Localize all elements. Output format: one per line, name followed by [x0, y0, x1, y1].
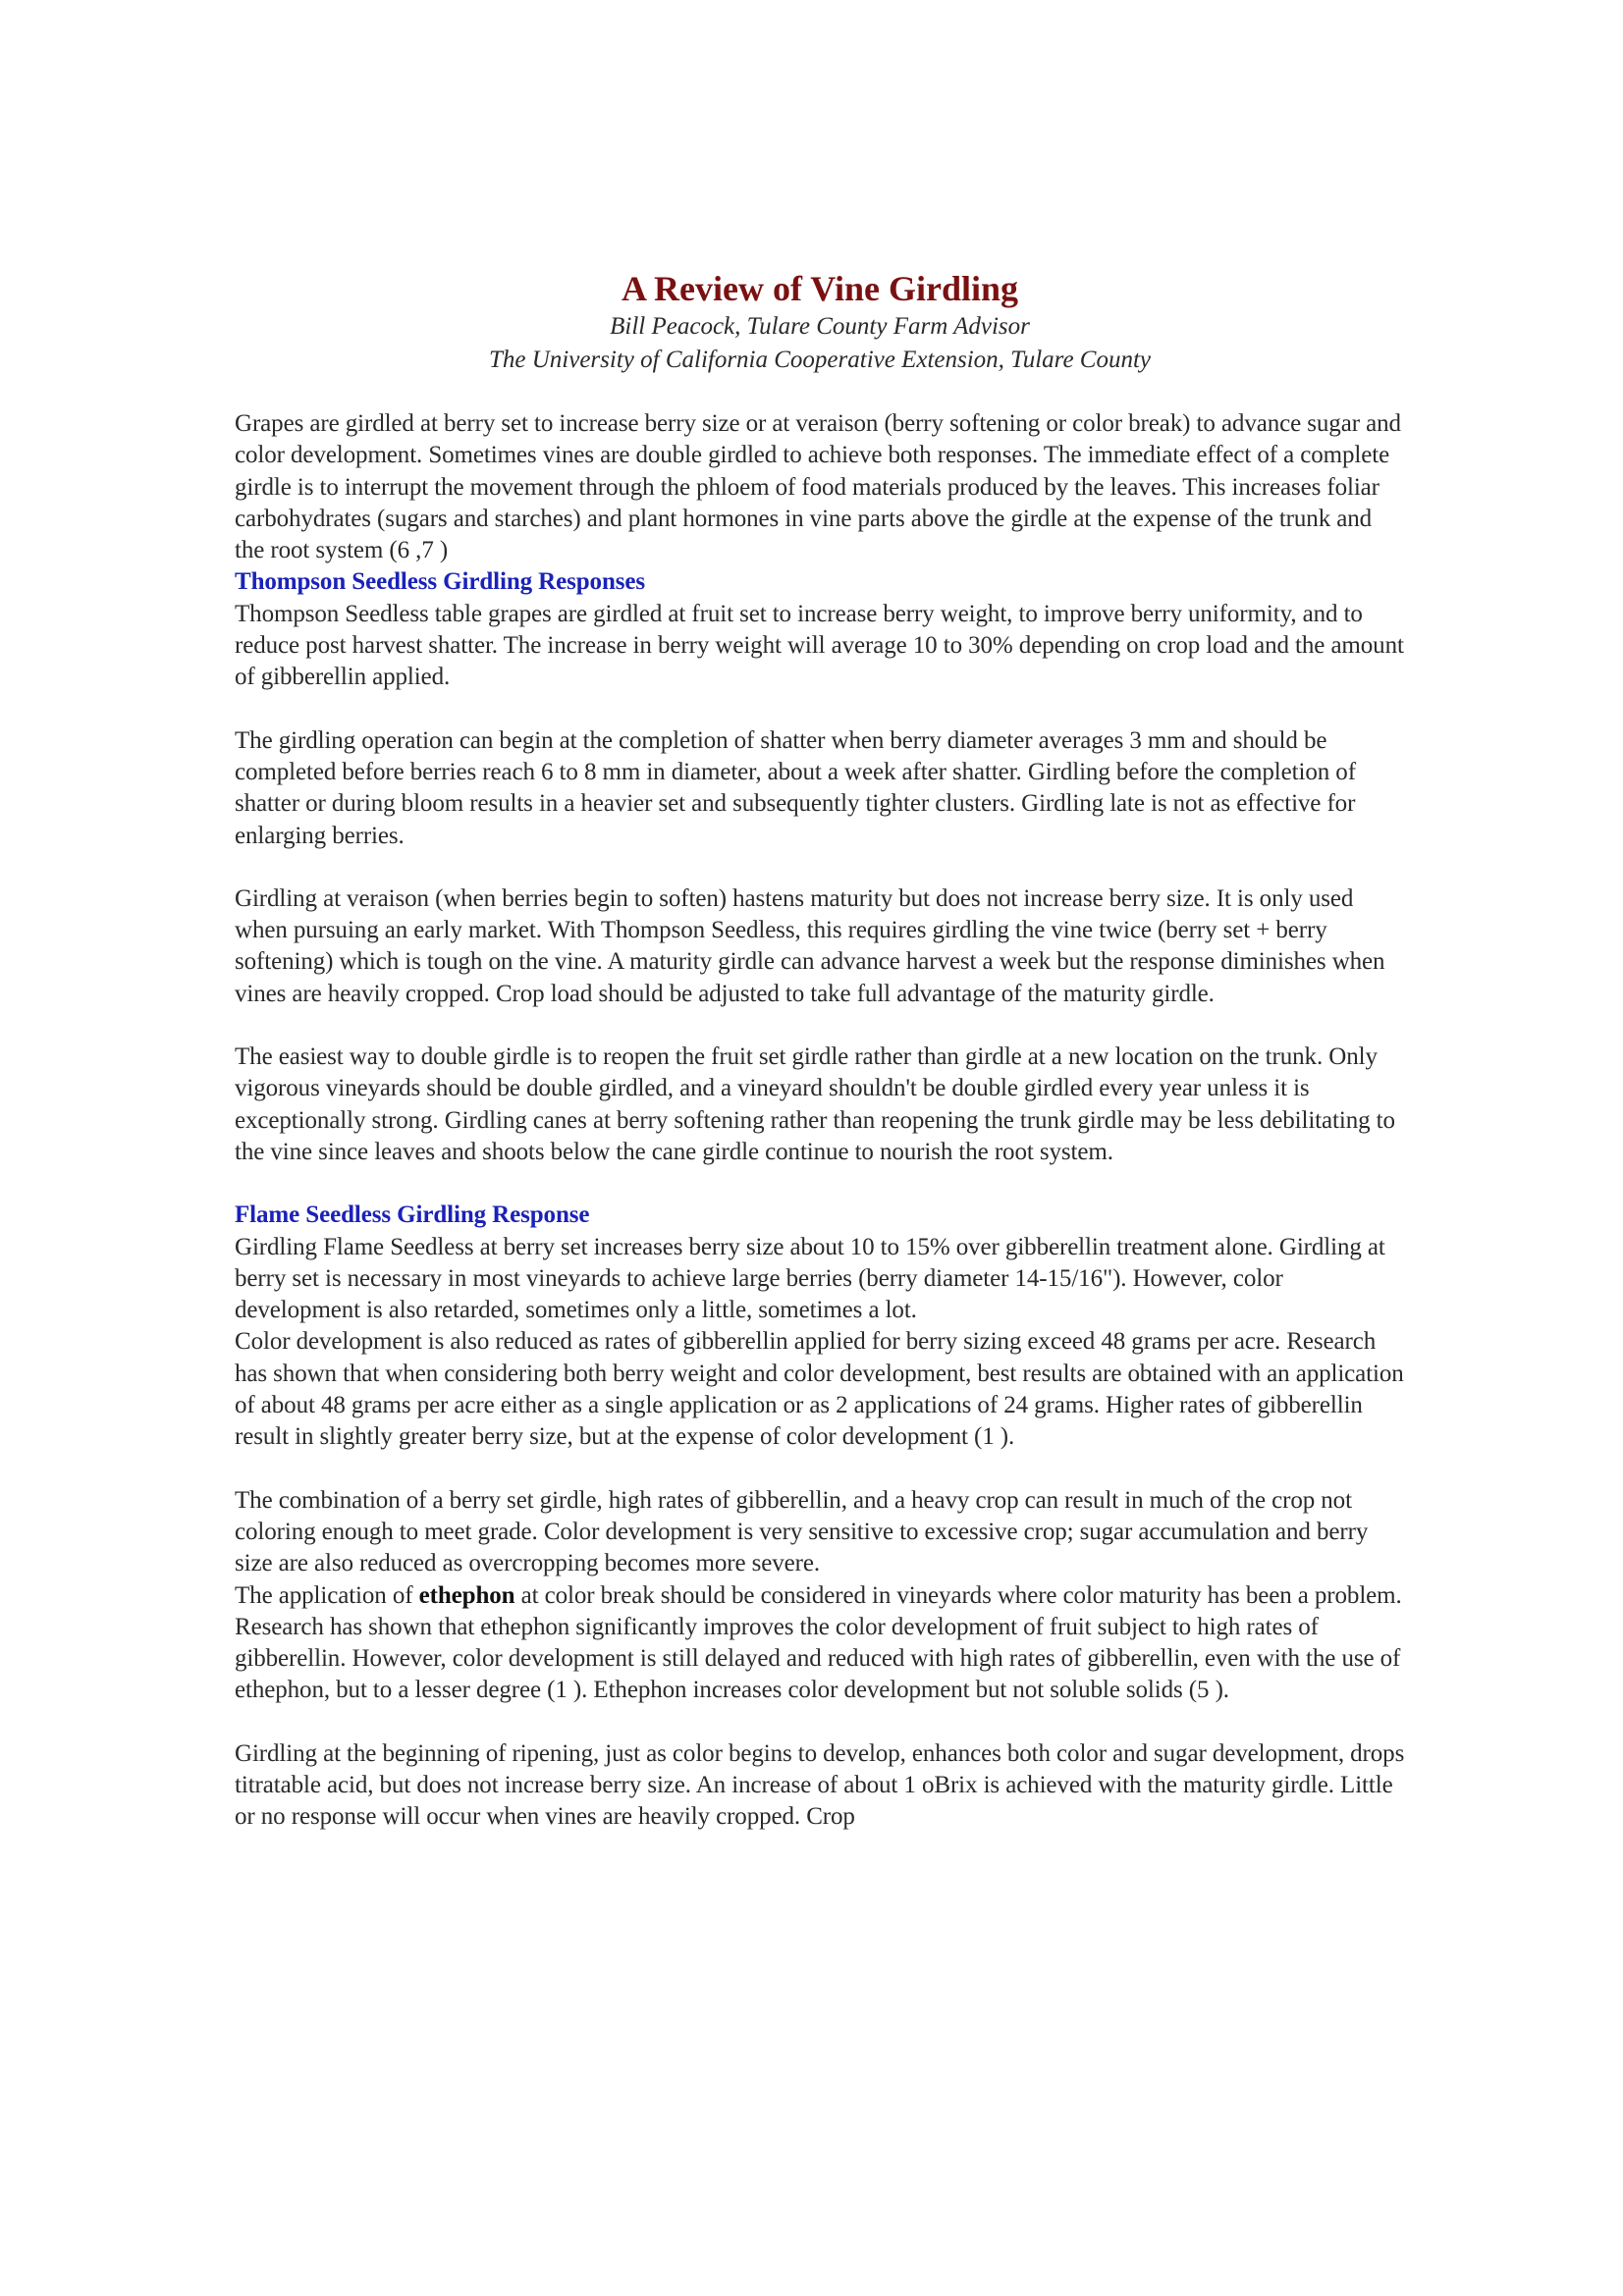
flame-section-heading: Flame Seedless Girdling Response [235, 1201, 590, 1229]
ethephon-term: ethephon [418, 1581, 515, 1609]
author-line: Bill Peacock, Tulare County Farm Advisor [610, 313, 1030, 340]
flame-paragraph-4-rest: at color break should be considered in vineyards where color maturity has been a problem. Research has shown that ethephon significantly improves the color development of fruit subject to high rates of gibberellin. However, color development is still delayed and reduced with high rates of gibberellin, even with the use of ethephon, but to a lesser degree (1 ). Ethephon increases color development but not soluble solids (5 ). [235, 1581, 1402, 1704]
thompson-section-heading: Thompson Seedless Girdling Responses [235, 568, 646, 596]
thompson-paragraph-1: Thompson Seedless table grapes are girdled at fruit set to increase berry weight, to improve berry uniformity, and to reduce post harvest shatter. The increase in berry weight will average 10 to 30% depending on crop load and the amount of gibberellin applied. [235, 600, 1404, 691]
thompson-paragraph-4: The easiest way to double girdle is to reopen the fruit set girdle rather than girdle at a new location on the trunk. Only vigorous vineyards should be double girdled, and a vineyard shouldn't be double girdled every year unless it is exceptionally strong. Girdling canes at berry softening rather than reopening the trunk girdle may be less debilitating to the vine since leaves and shoots below the cane girdle continue to nourish the root system. [235, 1043, 1395, 1165]
paragraph-spacer [235, 1707, 1405, 1738]
flame-paragraph-4-start: The application of [235, 1581, 419, 1609]
document-page [235, 267, 1405, 1834]
flame-paragraph-2: Color development is also reduced as rates of gibberellin applied for berry sizing exceed 48 grams per acre. Research has shown that when considering both berry weight and color development, best results are obtained with an application of about 48 grams per acre either as a single application or as 2 applications of 24 grams. Higher rates of gibberellin result in slightly greater berry size, but at the expense of color development (1 ). [235, 1328, 1404, 1451]
document-body [235, 408, 1405, 1834]
flame-paragraph-1: Girdling Flame Seedless at berry set increases berry size about 10 to 15% over gibberellin treatment alone. Girdling at berry set is necessary in most vineyards to achieve large berries (berry diameter 14-15/16"). However, color development is also retarded, sometimes only a little, sometimes a lot. [235, 1233, 1385, 1324]
paragraph-spacer [235, 1010, 1405, 1041]
thompson-paragraph-2: The girdling operation can begin at the completion of shatter when berry diameter averages 3 mm and should be completed before berries reach 6 to 8 mm in diameter, about a week after shatter. Girdling before the completion of shatter or during bloom results in a heavier set and subsequently tighter clusters. Girdling late is not as effective for enlarging berries. [235, 726, 1356, 849]
paragraph-spacer [235, 1168, 1405, 1200]
flame-paragraph-5: Girdling at the beginning of ripening, just as color begins to develop, enhances both color and sugar development, drops titratable acid, but does not increase berry size. An increase of about 1 oBrix is achieved with the maturity girdle. Little or no response will occur when vines are heavily cropped. Crop [235, 1739, 1405, 1831]
paragraph-spacer [235, 694, 1405, 725]
paragraph-spacer [235, 852, 1405, 883]
flame-paragraph-3: The combination of a berry set girdle, high rates of gibberellin, and a heavy crop can result in much of the crop not coloring enough to meet grade. Color development is very sensitive to excessive crop; sugar accumulation and berry size are also reduced as overcropping becomes more severe. [235, 1486, 1369, 1577]
thompson-paragraph-3: Girdling at veraison (when berries begin to soften) hastens maturity but does not increase berry size. It is only used when pursuing an early market. With Thompson Seedless, this requires girdling the vine twice (berry set + berry softening) which is tough on the vine. A maturity girdle can advance harvest a week but the response diminishes when vines are heavily cropped. Crop load should be adjusted to take full advantage of the maturity girdle. [235, 884, 1385, 1007]
document-title: A Review of Vine Girdling [622, 269, 1018, 308]
intro-paragraph: Grapes are girdled at berry set to increase berry size or at veraison (berry softening or color break) to advance sugar and color development. Sometimes vines are double girdled to achieve both responses. The immediate effect of a complete girdle is to interrupt the movement through the phloem of food materials produced by the leaves. This increases foliar carbohydrates (sugars and starches) and plant hormones in vine parts above the girdle at the expense of the trunk and the root system (6 ,7 ) [235, 410, 1401, 564]
flame-paragraph-4 [235, 1580, 1405, 1707]
paragraph-spacer [235, 1454, 1405, 1485]
affiliation-line: The University of California Cooperative Extension, Tulare County [488, 347, 1152, 373]
